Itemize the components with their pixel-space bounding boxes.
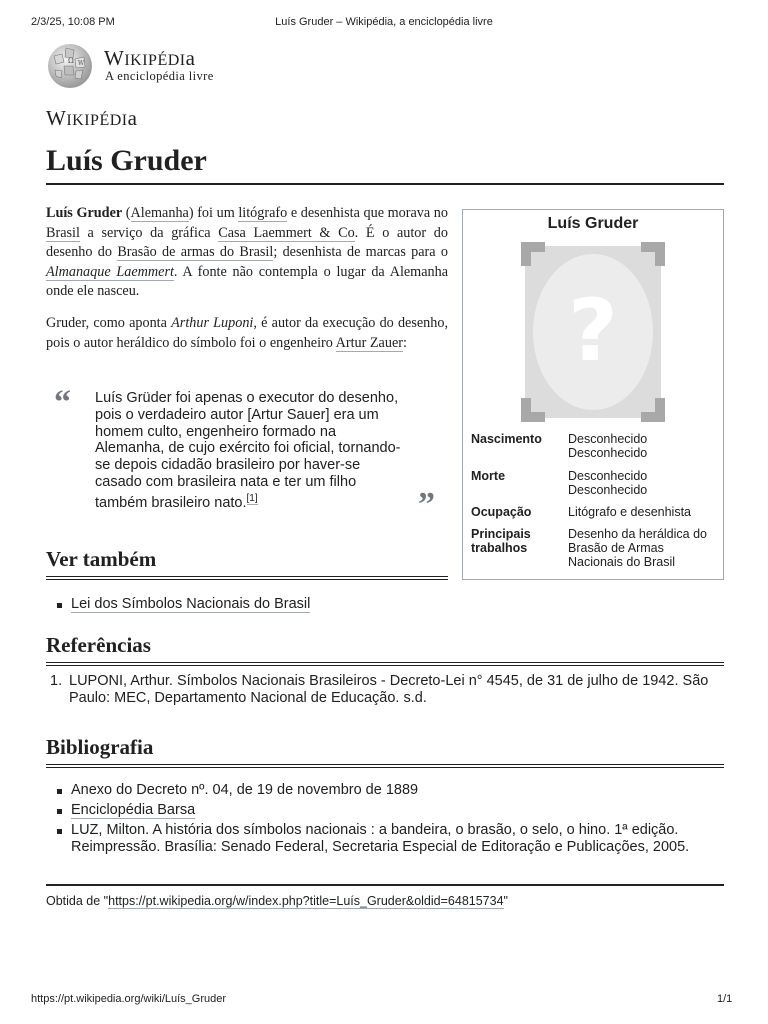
link-brasao[interactable]: Brasão de armas do Brasil: [117, 244, 274, 260]
reference-item-1: [50, 673, 724, 707]
subject-name: Luís Gruder: [46, 205, 123, 221]
list-item: LUZ, Milton. A história dos símbolos nacionais : a bandeira, o brasão, o selo, o hino. 1ª edição. Reimpressão. Brasília: Senado Federal, Secretaria Especial de Editoração e Publicações, 2005.: [46, 822, 724, 856]
infobox-title: Luís Gruder: [547, 215, 639, 232]
infobox: [462, 209, 724, 580]
link-alemanha[interactable]: Alemanha: [130, 205, 189, 221]
svg-text:W: W: [78, 60, 85, 67]
link-litografo[interactable]: litógrafo: [238, 205, 288, 221]
second-paragraph: Gruder, como aponta Arthur Luponi, é autor da execução do desenho, pois o autor heráldico do símbolo foi o engenheiro Artur Zauer:: [46, 315, 449, 351]
infobox-label-ocupacao: Ocupação: [471, 505, 532, 519]
heading-bibliografia: Bibliografia: [46, 735, 154, 759]
reference-number: 1.: [50, 673, 63, 689]
svg-text:Ω: Ω: [68, 57, 74, 65]
author-name: Arthur Luponi: [171, 315, 254, 331]
list-item[interactable]: [46, 802, 724, 819]
reference-text: LUPONI, Arthur. Símbolos Nacionais Brasileiros - Decreto-Lei n° 4545, de 31 de julho de 1942. São Paulo: MEC, Departamento Nacional de Educação. s.d.: [69, 673, 709, 706]
section-rule: [46, 662, 724, 666]
print-page-number: 1/1: [717, 993, 733, 1005]
link-artur-zauer[interactable]: Artur Zauer: [335, 334, 403, 351]
permanent-link[interactable]: https://pt.wikipedia.org/w/index.php?title=Luís_Gruder&oldid=64815734: [108, 894, 504, 908]
footer-rule: [46, 884, 724, 886]
infobox-label-principais-trabalhos: Principais trabalhos: [471, 527, 531, 555]
infobox-value-morte: Desconhecido Desconhecido: [568, 469, 648, 497]
infobox-label-morte: Morte: [471, 469, 506, 483]
question-mark-placeholder-icon: [521, 242, 665, 422]
logo-wordmark[interactable]: WIKIPÉDIa: [104, 46, 196, 70]
infobox-value-ocupacao: Litógrafo e desenhista: [568, 505, 692, 519]
section-rule: [46, 764, 724, 768]
link-casa-laemmert[interactable]: Casa Laemmert & Co: [218, 224, 355, 241]
secondary-wordmark: WIKIPÉDIa: [46, 106, 138, 130]
list-item: Anexo do Decreto nº. 04, de 19 de novembro de 1889: [46, 782, 724, 799]
placeholder-glyph: ?: [568, 281, 618, 381]
intro-paragraph: Luís Gruder (Alemanha) foi um litógrafo e desenhista que morava no Brasil a serviço da gráfica Casa Laemmert & Co. É o autor do desenho do Brasão de armas do Brasil; desenhista de marcas para o Almanaque Laemmert. A fonte não contempla o lugar da Alemanha onde ele nasceu.: [46, 205, 448, 299]
close-quote-icon: ”: [418, 486, 435, 523]
infobox-value-nascimento: Desconhecido Desconhecido: [568, 432, 648, 460]
blockquote: [95, 390, 405, 511]
bibliography-list: [46, 782, 724, 856]
section-rule: [46, 576, 448, 580]
reference-link-1[interactable]: [1]: [246, 492, 258, 504]
wikipedia-globe-icon[interactable]: [44, 42, 96, 90]
infobox-value-principais-trabalhos: Desenho da heráldica do Brasão de Armas Nacionais do Brasil: [568, 527, 707, 569]
print-url: https://pt.wikipedia.org/wiki/Luís_Gruder: [31, 993, 227, 1005]
heading-referencias: Referências: [46, 633, 151, 657]
print-datetime: 2/3/25, 10:08 PM: [31, 16, 115, 28]
logo-tagline: A enciclopédia livre: [105, 69, 214, 83]
see-also-list: [46, 596, 448, 613]
retrieved-from: Obtida de "https://pt.wikipedia.org/w/index.php?title=Luís_Gruder&oldid=64815734": [46, 894, 508, 908]
infobox-label-nascimento: Nascimento: [471, 432, 542, 446]
link-almanaque[interactable]: Almanaque Laemmert: [46, 263, 174, 280]
print-tab-title: Luís Gruder – Wikipédia, a enciclopédia livre: [275, 16, 493, 28]
link-enciclopedia-barsa[interactable]: Enciclopédia Barsa: [71, 802, 196, 818]
link-brasil[interactable]: Brasil: [46, 224, 80, 241]
link-lei-simbolos[interactable]: Lei dos Símbolos Nacionais do Brasil: [71, 596, 311, 612]
open-quote-icon: “: [54, 384, 71, 421]
heading-ver-tambem: Ver também: [46, 547, 157, 571]
quote-text: Luís Grüder foi apenas o executor do desenho, pois o verdadeiro autor [Artur Sauer] era um homem culto, engenheiro formado na Alemanha, de cujo exército foi oficial, tornando-se depois cidadão brasileiro por haver-se casado com brasileira nata e ter um filho também brasileiro nato.: [95, 390, 401, 511]
page-title: Luís Gruder: [46, 144, 207, 177]
title-underline: [46, 183, 724, 185]
list-item[interactable]: [46, 596, 448, 613]
